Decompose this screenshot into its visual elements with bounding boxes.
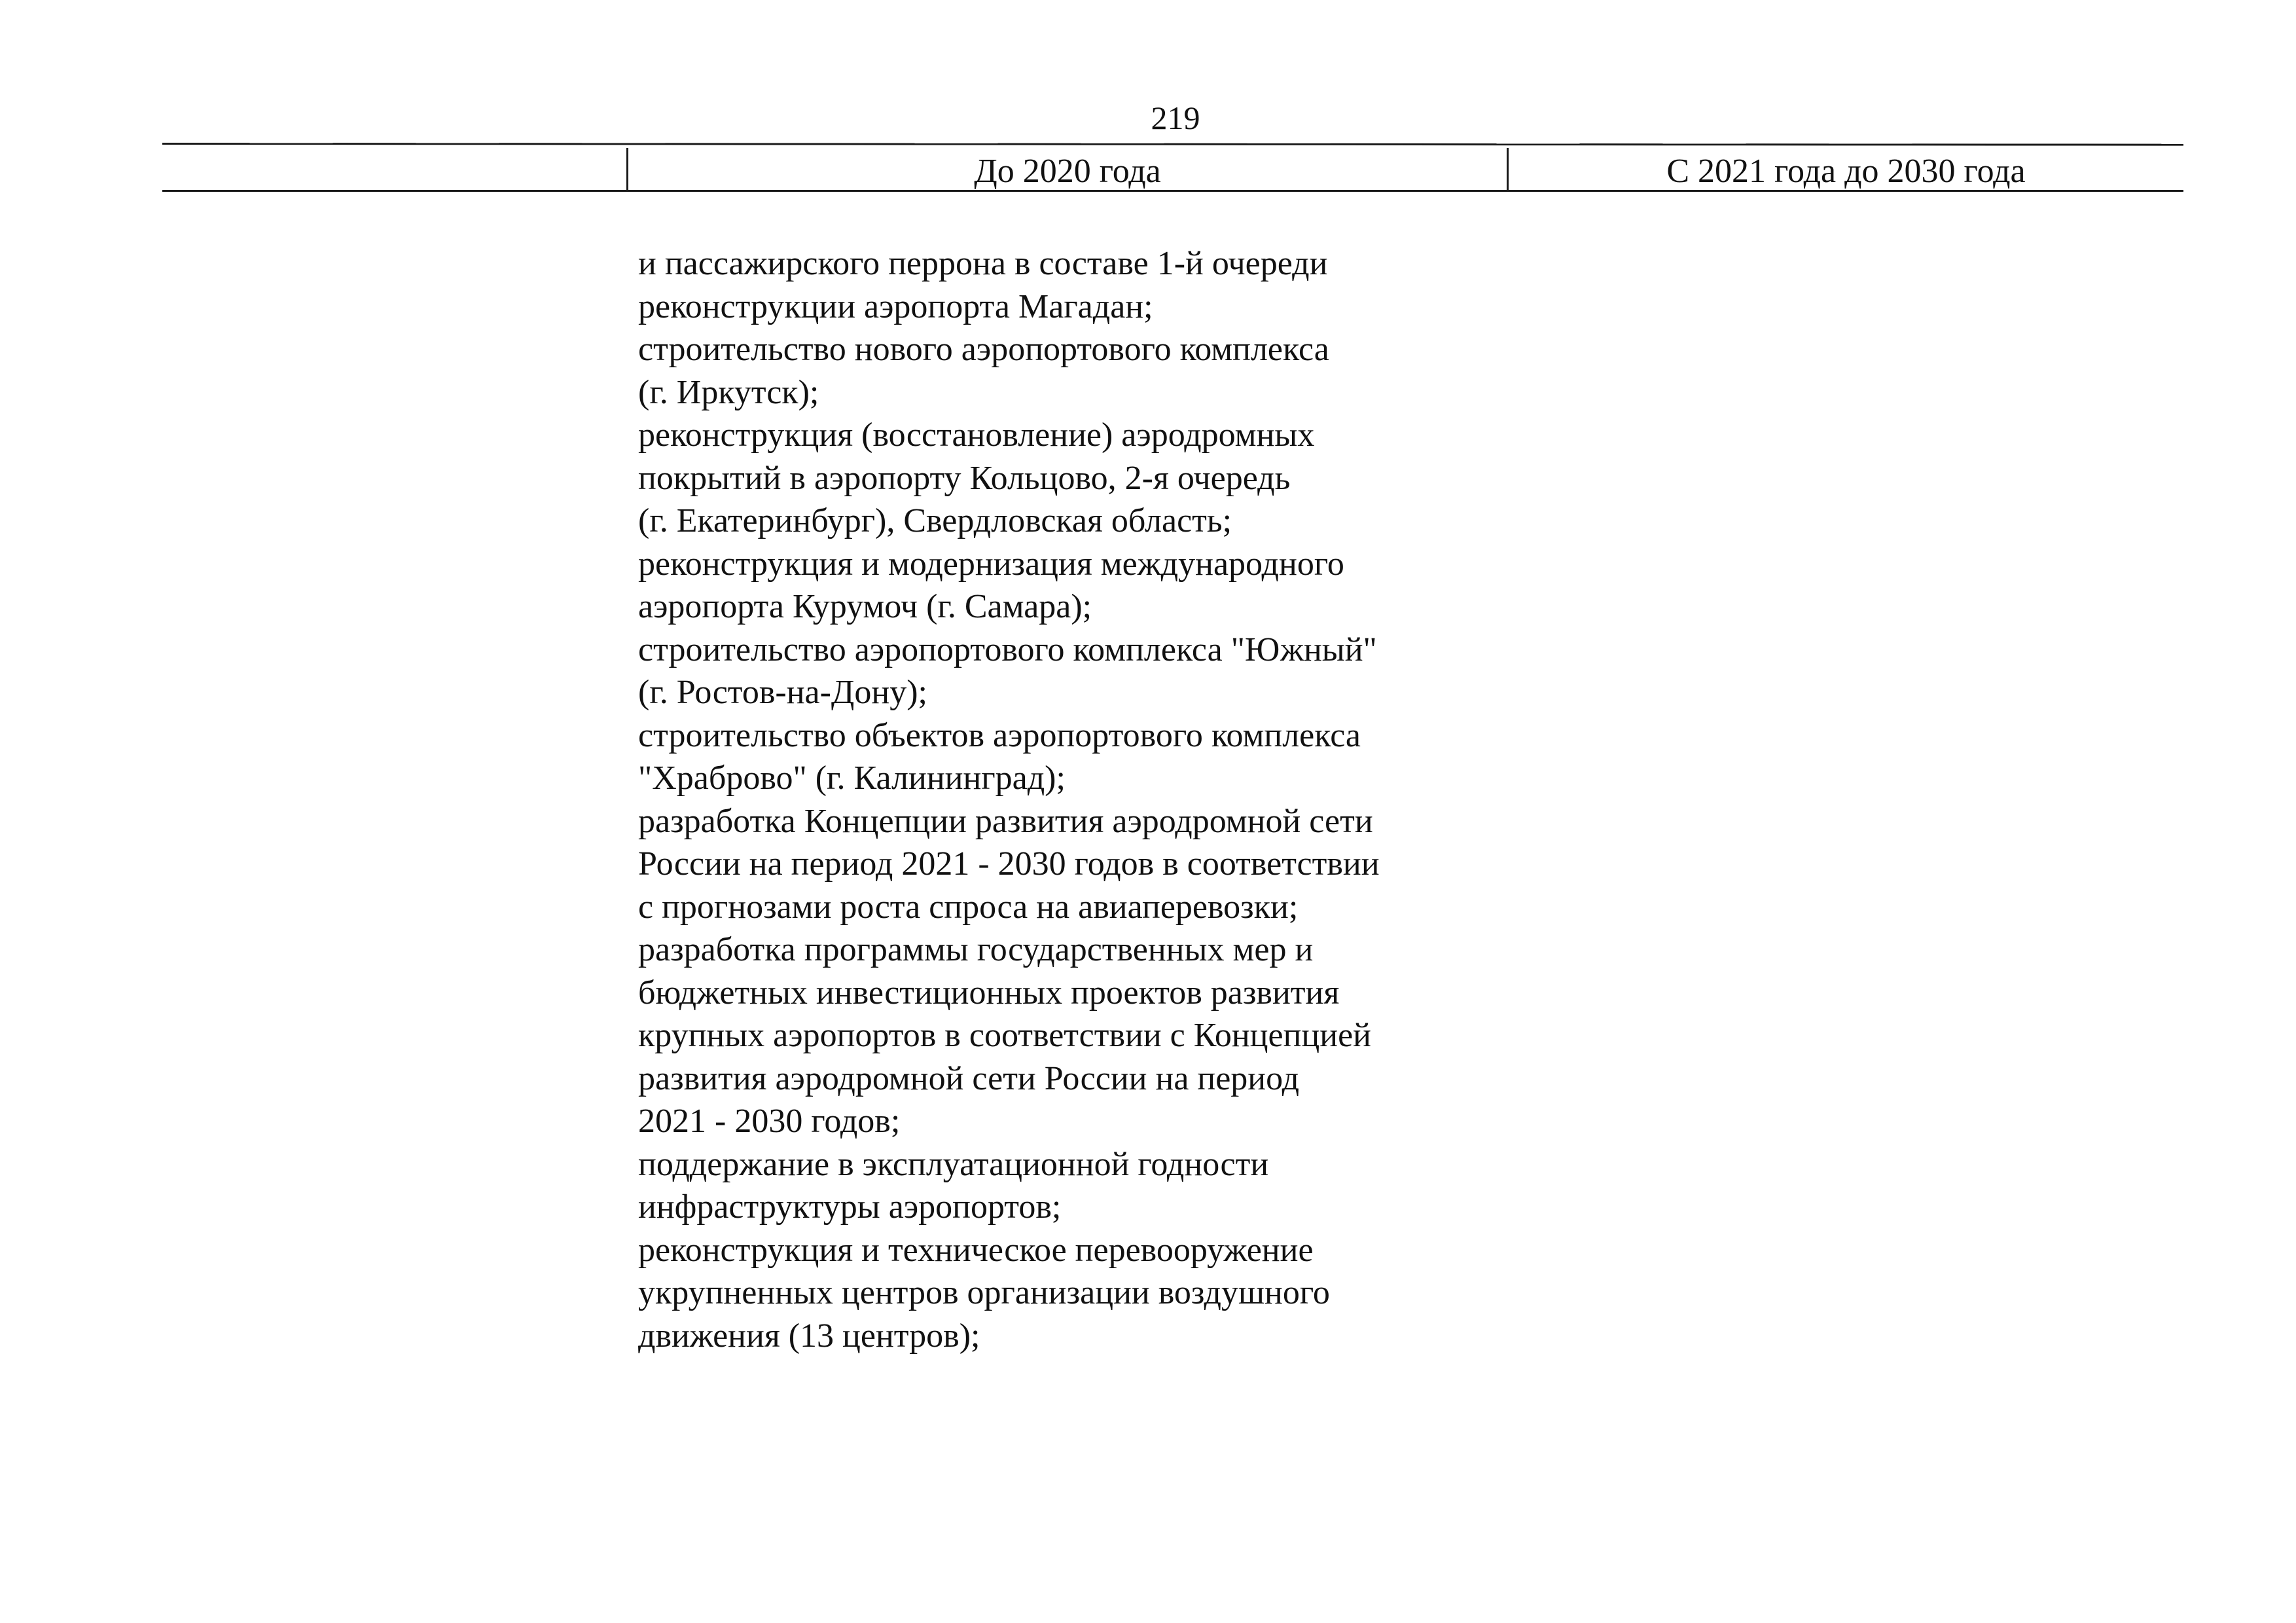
column-header-until-2020: До 2020 года bbox=[974, 153, 1161, 190]
text-line: реконструкции аэропорта Магадан; bbox=[638, 287, 1153, 325]
text-line: реконструкция (восстановление) аэродромных bbox=[638, 416, 1315, 454]
text-line: инфраструктуры аэропортов; bbox=[638, 1188, 1062, 1226]
text-line: разработка Концепции развития аэродромной сети bbox=[638, 802, 1373, 840]
text-line: (г. Ростов-на-Дону); bbox=[638, 674, 927, 711]
page-number: 219 bbox=[1151, 100, 1200, 136]
text-line: развития аэродромной сети России на период bbox=[638, 1059, 1300, 1097]
text-line: с прогнозами роста спроса на авиаперевозки; bbox=[638, 888, 1299, 926]
table-header-top-rule bbox=[162, 143, 2183, 146]
text-line: поддержание в эксплуатационной годности bbox=[638, 1145, 1269, 1183]
text-line: крупных аэропортов в соответствии с Концепцией bbox=[638, 1017, 1371, 1054]
text-line: 2021 - 2030 годов; bbox=[638, 1103, 901, 1140]
text-line: движения (13 центров); bbox=[638, 1317, 980, 1355]
column-header-2021-2030: С 2021 года до 2030 года bbox=[1666, 153, 2026, 190]
text-line: "Храброво" (г. Калининград); bbox=[638, 759, 1066, 797]
text-line: разработка программы государственных мер и bbox=[638, 931, 1314, 968]
text-line: строительство аэропортового комплекса "Южный" bbox=[638, 630, 1377, 668]
text-line: (г. Иркутск); bbox=[638, 373, 819, 411]
text-line: строительство нового аэропортового комплекса bbox=[638, 331, 1329, 368]
text-line: укрупненных центров организации воздушного bbox=[638, 1274, 1330, 1311]
text-line: реконструкция и техническое перевооружение bbox=[638, 1231, 1314, 1269]
text-line: строительство объектов аэропортового комплекса bbox=[638, 716, 1361, 754]
text-line: и пассажирского перрона в составе 1-й очереди bbox=[638, 245, 1328, 282]
text-line: России на период 2021 - 2030 годов в соответствии bbox=[638, 845, 1380, 883]
text-line: покрытий в аэропорту Кольцово, 2-я очередь bbox=[638, 459, 1291, 497]
text-line: аэропорта Курумоч (г. Самара); bbox=[638, 588, 1092, 625]
measures-text-block bbox=[638, 242, 1502, 1357]
text-line: реконструкция и модернизация международного bbox=[638, 545, 1344, 583]
text-line: бюджетных инвестиционных проектов развития bbox=[638, 974, 1340, 1012]
text-line: (г. Екатеринбург), Свердловская область; bbox=[638, 502, 1232, 539]
